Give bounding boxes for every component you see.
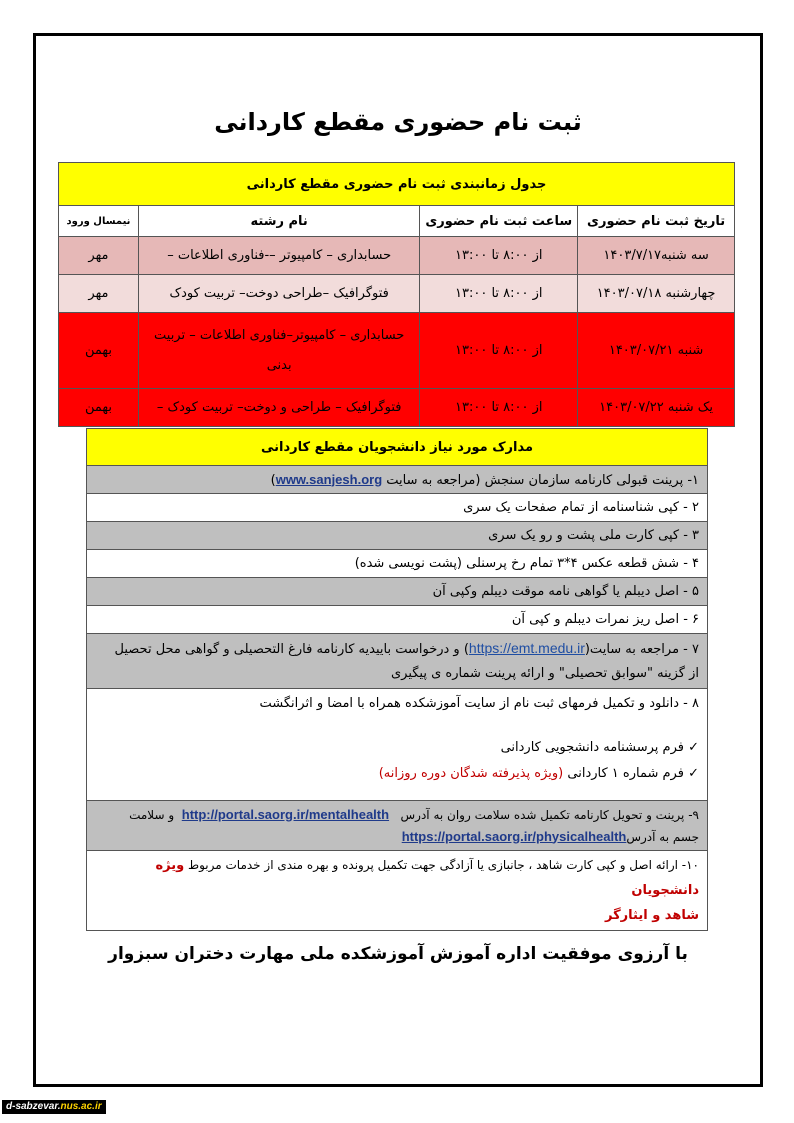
row-semester: بهمن (59, 313, 139, 389)
list-item (87, 494, 708, 522)
check-item: فرم شماره ۱ کاردانی (567, 766, 684, 781)
item-text: ۱- پرینت قبولی کارنامه سازمان سنجش (مراجعه به سایت (382, 472, 699, 488)
list-item (87, 466, 708, 494)
table-row (59, 237, 735, 275)
item-text: ۲ - کپی شناسنامه از تمام صفحات یک سری (87, 494, 708, 522)
col-major-header: نام رشته (138, 206, 419, 237)
row-date: شنبه ۱۴۰۳/۰۷/۲۱ (578, 313, 735, 389)
item-text: ۹- پرینت و تحویل کارنامه تکمیل شده سلامت روان به آدرس (400, 807, 699, 822)
table-row (59, 275, 735, 313)
row-semester: مهر (59, 237, 139, 275)
item-text: ۴ - شش قطعه عکس ۴*۳ تمام رخ پرسنلی (پشت نویسی شده) (87, 550, 708, 578)
check-icon: ✓ (688, 766, 699, 781)
item-text: ) و درخواست باییدیه کارنامه فارغ التحصیلی و گواهی محل تحصیل (114, 642, 469, 657)
row-major: حسابداری – کامپیوتر–فناوری اطلاعات – تربیت بدنی (138, 313, 419, 389)
item-text: از گزینه "سوابق تحصیلی" و ارائه پرینت شماره ی پیگیری (390, 666, 699, 681)
item-text: ۵ - اصل دیبلم یا گواهی نامه موقت دیبلم وکپی آن (87, 578, 708, 606)
list-item (87, 801, 708, 851)
documents-table (86, 428, 708, 931)
physicalhealth-link[interactable]: https://portal.saorg.ir/physicalhealth (401, 828, 627, 844)
row-major: فتوگرافیک – طراحی و دوخت– تربیت کودک – (138, 389, 419, 427)
row-time: از ۸:۰۰ تا ۱۳:۰۰ (420, 237, 578, 275)
item-text: ۸ - دانلود و تکمیل فرمهای ثبت نام از سایت آموزشکده همراه با امضا و اثرانگشت (259, 696, 699, 711)
row-semester: مهر (59, 275, 139, 313)
list-item (87, 689, 708, 801)
row-time: از ۸:۰۰ تا ۱۳:۰۰ (420, 313, 578, 389)
col-time-header: ساعت ثبت نام حضوری (420, 206, 578, 237)
list-item (87, 634, 708, 689)
item-text: و سلامت (129, 807, 175, 822)
row-date: چهارشنبه ۱۴۰۳/۰۷/۱۸ (578, 275, 735, 313)
item-text: ۷ - مراجعه به سایت( (584, 642, 699, 657)
item-red-text: ویژه دانشجویان (155, 858, 699, 898)
row-date: یک شنبه ۱۴۰۳/۰۷/۲۲ (578, 389, 735, 427)
check-note: (ویژه پذیرفته شدگان دوره روزانه) (378, 766, 564, 781)
list-item (87, 522, 708, 550)
col-semester-header: نیمسال ورود (59, 206, 139, 237)
list-item (87, 578, 708, 606)
check-item: فرم پرسشنامه دانشجویی کاردانی (500, 740, 684, 755)
sanjesh-link[interactable]: www.sanjesh.org (275, 471, 383, 487)
list-item (87, 851, 708, 931)
item-text: ۳ - کپی کارت ملی پشت و رو یک سری (87, 522, 708, 550)
item-text: جسم به آدرس (626, 829, 699, 844)
list-item (87, 606, 708, 634)
col-date-header: تاریخ ثبت نام حضوری (578, 206, 735, 237)
table-row (59, 389, 735, 427)
badge-domain: nus.ac.ir (60, 1101, 102, 1112)
check-icon: ✓ (688, 740, 699, 755)
schedule-heading: جدول زمانبندی ثبت نام حضوری مقطع کاردانی (59, 163, 735, 206)
row-major: حسابداری – کامپیوتر –-فناوری اطلاعات – (138, 237, 419, 275)
row-semester: بهمن (59, 389, 139, 427)
item-text: ۶ - اصل ریز نمرات دیبلم و کپی آن (87, 606, 708, 634)
schedule-table (58, 162, 735, 427)
table-row (59, 313, 735, 389)
row-time: از ۸:۰۰ تا ۱۳:۰۰ (420, 389, 578, 427)
row-major: فتوگرافیک –طراحی دوخت– تربیت کودک (138, 275, 419, 313)
item-red-text: شاهد و ایثارگر (605, 908, 699, 923)
badge-main: d-sabzevar. (6, 1101, 61, 1112)
footer-text: با آرزوی موفقیت اداره آموزش آموزشکده ملی مهارت دختران سبزوار (108, 944, 688, 964)
row-time: از ۸:۰۰ تا ۱۳:۰۰ (420, 275, 578, 313)
emt-link[interactable]: https://emt.medu.ir (468, 640, 585, 656)
page-title: ثبت نام حضوری مقطع کاردانی (214, 108, 582, 136)
row-date: سه شنبه۱۴۰۳/۷/۱۷ (578, 237, 735, 275)
documents-heading: مدارک مورد نیاز دانشجویان مقطع کاردانی (87, 429, 708, 466)
list-item (87, 550, 708, 578)
item-text: ) (270, 472, 276, 488)
site-badge (2, 1100, 106, 1114)
item-text: ۱۰- ارائه اصل و کپی کارت شاهد ، جانبازی یا آزادگی جهت تکمیل پرونده و بهره مندی از خدمات مربوط (188, 858, 699, 872)
mentalhealth-link[interactable]: http://portal.saorg.ir/mentalhealth (181, 806, 390, 822)
